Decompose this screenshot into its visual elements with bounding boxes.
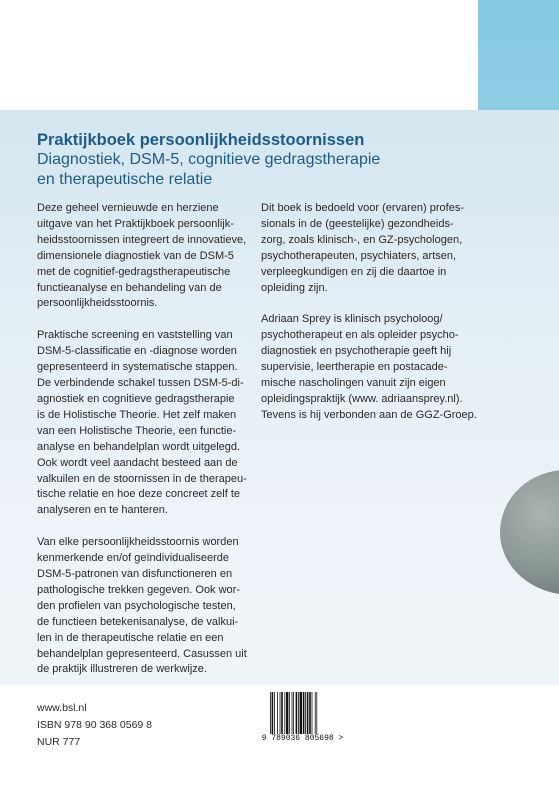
text-line: supervisie, leertherapie en postacade- — [261, 361, 448, 374]
text-line: psychotherapeuten, psychiaters, artsen, — [261, 249, 457, 262]
text-line: Adriaan Sprey is klinisch psycholoog/ — [261, 313, 443, 326]
text-line: gepresenteerd in systematische stappen. — [37, 361, 238, 374]
text-line: Ook wordt veel aandacht besteed aan de — [37, 456, 238, 469]
book-title: Praktijkboek persoonlijkheidsstoornissen — [37, 131, 365, 149]
text-line: De verbindende schakel tussen DSM-5-di- — [37, 377, 244, 390]
barcode-bar — [286, 692, 288, 734]
text-line: dimensionele diagnostiek van de DSM-5 — [37, 249, 234, 262]
text-line: zorg, zoals klinisch-, en GZ-psychologen, — [261, 233, 463, 246]
barcode-bar — [284, 692, 285, 734]
text-line: Tevens is hij verbonden aan de GGZ-Groep. — [261, 408, 477, 421]
barcode-bar — [312, 692, 313, 734]
text-line: valkuilen en de stoornissen in de therapeu- — [37, 472, 247, 485]
text-line: verpleegkundigen en zij die daartoe in — [261, 265, 447, 278]
right-text-column — [261, 201, 476, 424]
text-line: opleidingspraktijk (www. adriaansprey.nl). — [261, 392, 463, 405]
text-line: DSM-5-classificatie en -diagnose worden — [37, 345, 237, 358]
text-line: sionals in de (geestelijke) gezondheids- — [261, 217, 454, 230]
barcode-bar — [305, 692, 306, 734]
book-subtitle — [37, 150, 477, 190]
barcode-bar — [270, 692, 271, 734]
text-line: Deze geheel vernieuwde en herziene — [37, 202, 219, 214]
text-line: behandelplan gepresenteerd. Casussen uit — [37, 647, 247, 660]
text-line: is de Holistische Theorie. Het zelf maken — [37, 408, 237, 421]
barcode-bar — [289, 692, 290, 734]
text-line: de functieen betekenisanalyse, de valkui- — [37, 615, 239, 628]
barcode-bar — [292, 692, 293, 734]
paragraph — [37, 328, 252, 519]
text-line: agnostiek en cognitieve gedragstherapie — [37, 392, 235, 405]
text-line: len in de therapeutische relatie en een — [37, 631, 224, 644]
text-line: analyseren en te hanteren. — [37, 504, 168, 517]
text-line: mische nascholingen vanuit zijn eigen — [261, 377, 446, 390]
barcode-bar — [316, 692, 317, 734]
barcode-bar — [272, 692, 274, 734]
text-line: tische relatie en hoe deze concreet zelf te — [37, 488, 241, 501]
top-white-band — [0, 0, 559, 110]
left-text-column — [37, 201, 252, 678]
isbn-text: ISBN 978 90 368 0569 8 — [37, 719, 153, 731]
text-line: analyse en behandelplan wordt uitgelegd. — [37, 440, 241, 453]
subtitle-line: Diagnostiek, DSM-5, cognitieve gedragstherapie — [37, 151, 381, 168]
barcode-bars — [270, 692, 336, 736]
barcode-bar — [309, 692, 311, 734]
barcode-bar — [300, 692, 302, 734]
text-line: de praktijk illustreren de werkwijze. — [37, 663, 207, 676]
text-line: persoonlijkheidsstoornis. — [37, 297, 158, 310]
paragraph — [261, 312, 476, 423]
text-line: kenmerkende en/of geïndividualiseerde — [37, 552, 230, 565]
paragraph — [37, 535, 252, 678]
text-line: Dit boek is bedoeld voor (ervaren) profes- — [261, 202, 464, 214]
nur-code: NUR 777 — [37, 736, 81, 748]
paragraph — [261, 201, 476, 296]
text-line: uitgave van het Praktijkboek persoonlijk- — [37, 217, 234, 230]
barcode-bar — [274, 692, 275, 734]
publisher-imprint — [37, 700, 152, 751]
text-line: functieanalyse en behandeling van de — [37, 281, 222, 294]
text-line: DSM-5-patronen van disfunctioneren en — [37, 568, 233, 581]
barcode-digits: 9 789036 805698 > — [261, 734, 344, 743]
text-line: Praktische screening en vaststelling van — [37, 329, 233, 342]
text-line: Van elke persoonlijkheidsstoornis worden — [37, 536, 239, 549]
text-line: pathologische trekken gegeven. Ook wor- — [37, 583, 241, 596]
text-line: opleiding zijn. — [261, 281, 328, 294]
paragraph — [37, 201, 252, 312]
barcode-bar — [277, 692, 278, 734]
barcode-bar — [280, 692, 281, 734]
subtitle-line: en therapeutische relatie — [37, 171, 213, 188]
barcode-bar — [315, 692, 316, 734]
text-line: den profielen van psychologische testen, — [37, 599, 236, 612]
barcode-bar — [296, 692, 298, 734]
text-line: heidsstoornissen integreert de innovatieve, — [37, 233, 247, 246]
text-line: met de cognitief-gedragstherapeutische — [37, 265, 231, 278]
barcode-bar — [303, 692, 305, 734]
barcode-bar — [307, 692, 309, 734]
barcode-bar — [293, 692, 294, 734]
text-line: diagnostiek en psychotherapie geeft hij — [261, 345, 452, 358]
barcode-bar — [281, 692, 283, 734]
isbn-barcode — [260, 690, 345, 748]
publisher-website: www.bsl.nl — [37, 702, 87, 714]
text-line: van een Holistische Theorie, een functie- — [37, 424, 237, 437]
barcode-bar — [298, 692, 299, 734]
text-line: psychotherapeut en als opleider psycho- — [261, 329, 459, 342]
